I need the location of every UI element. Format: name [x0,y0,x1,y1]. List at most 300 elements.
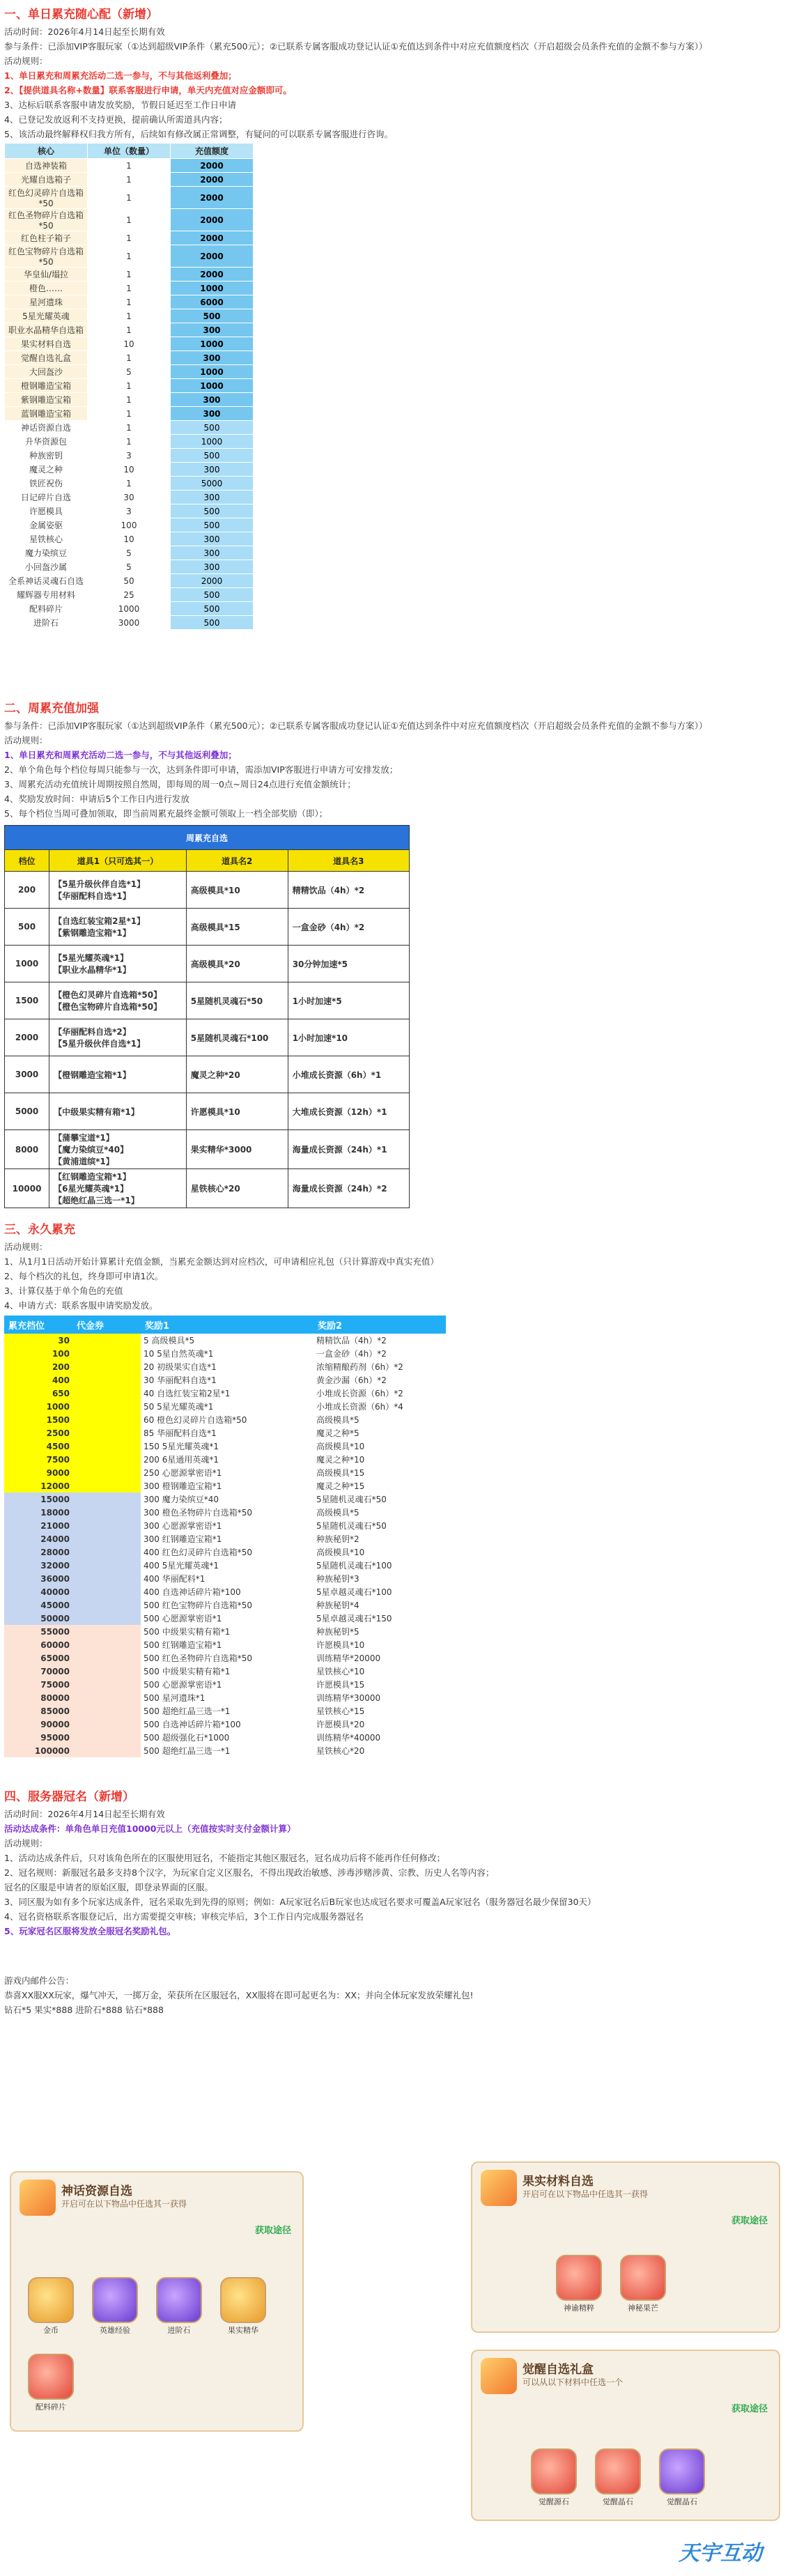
quantity-cell: 3000 [88,616,171,630]
item-name-cell: 红色柱子箱子 [5,231,88,245]
amount-cell: 500 [171,421,254,435]
table-row [5,616,254,630]
tier-cell: 85000 [4,1704,72,1718]
tier-cell: 10000 [5,1169,49,1208]
reward2-cell: 训练精华*40000 [316,1733,381,1743]
table-header: 累充档位 [4,1316,72,1334]
gem-icon [595,2448,641,2494]
amount-cell: 500 [171,449,254,463]
item-awaken-crystal[interactable]: 觉醒晶石 [595,2448,641,2507]
reward3-cell: 海量成长资源（24h）*2 [288,1169,409,1208]
table-row [5,245,254,268]
reward1-cell: 200 6星通用英魂*1 [144,1455,219,1465]
s1-line: 3、达标后联系客服申请发放奖励，节假日延迟至工作日申请 [4,100,236,110]
table-row [4,1479,446,1493]
reward1-cell: 【橙钢雕造宝箱*1】 [49,1056,187,1093]
tier-cell: 18000 [4,1506,72,1519]
tier-cell: 2000 [5,1019,49,1056]
voucher-cell [72,1519,141,1532]
flower-icon [556,2255,602,2301]
item-name-cell: 红色圣物碎片自选箱*50 [5,209,88,231]
table-row [5,1093,410,1130]
item-name-cell: 职业水晶精华自选箱 [5,323,88,337]
table-row [5,574,254,588]
s1-line: 1、单日累充和周累充活动二选一参与，不与其他返利叠加； [4,70,237,81]
card-subtitle: 开启可在以下物品中任选其一获得 [61,2199,187,2209]
voucher-cell [72,1373,141,1387]
amount-cell: 500 [171,616,254,630]
table-row [4,1373,446,1387]
reward1-cell: 【自选红装宝箱2星*1】 【紫钢雕造宝箱*1】 [49,909,187,946]
item-name-cell: 魔灵之种 [5,463,88,477]
item-name-cell: 小回盔沙属 [5,560,88,574]
reward2-cell: 小堆成长资源（6h）*2 [316,1389,403,1398]
reward1-cell: 300 魔力染缤豆*40 [144,1495,219,1504]
reward2-cell: 高级模具*10 [316,1442,365,1451]
reward1-cell: 60 橙色幻灵碎片自选箱*50 [144,1415,247,1425]
item-name-cell: 魔力染缤豆 [5,546,88,560]
amount-cell: 2000 [171,209,254,231]
tier-cell: 45000 [4,1598,72,1612]
reward1-cell: 500 中级果实精有箱*1 [144,1627,231,1637]
reward2-cell: 魔灵之种*10 [316,1455,365,1465]
reward2-cell: 高级模具*5 [316,1508,359,1518]
reward3-cell: 30分钟加速*5 [288,946,409,982]
voucher-cell [72,1612,141,1625]
reward2-cell: 5星随机灵魂石*100 [316,1561,392,1571]
quantity-cell: 10 [88,337,171,351]
table-row [5,309,254,323]
reward1-cell: 300 橙色圣物碎片自选箱*50 [144,1508,252,1518]
amount-cell: 2000 [171,245,254,268]
table-row [5,209,254,231]
amount-cell: 1000 [171,337,254,351]
reward1-cell: 500 中级果实精有箱*1 [144,1667,231,1676]
voucher-cell [72,1360,141,1373]
quantity-cell: 1 [88,245,171,268]
amount-cell: 2000 [171,159,254,173]
voucher-cell [72,1440,141,1453]
s1-line: 4、已登记发放返利不支持更换，提前确认所需道具内容； [4,114,228,125]
s4-line: 2、冠名规则：新服冠名最多支持8个汉字，为玩家自定义区服名，不得出现政治敏感、涉毒涉赌涉黄、宗教、历史人名等内容； [4,1867,495,1878]
reward2-cell: 5星卓越灵魂石*150 [316,1614,392,1624]
item-awaken-crystal-2[interactable]: 觉醒晶石 [659,2448,705,2507]
section4-title: 四、服务器冠名（新增） [4,1790,134,1804]
table-row [5,560,254,574]
table-row [4,1625,446,1638]
amount-cell: 500 [171,309,254,323]
gem-icon [659,2448,705,2494]
table-row [4,1360,446,1373]
tier-cell: 400 [4,1373,72,1387]
amount-cell: 1000 [171,281,254,295]
weekly-table-title: 周累充自选 [5,826,410,850]
table-row [4,1334,446,1347]
tier-cell: 1000 [4,1400,72,1413]
tier-cell: 50000 [4,1612,72,1625]
item-name-cell: 大回盔沙 [5,365,88,379]
card-title: 觉醒自选礼盒 [522,2363,594,2377]
reward3-cell: 海量成长资源（24h）*1 [288,1130,409,1169]
table-row [4,1678,446,1691]
section1-title: 一、单日累充随心配（新增） [4,8,158,22]
quantity-cell: 50 [88,574,171,588]
table-row [4,1506,446,1519]
quantity-cell: 30 [88,491,171,504]
table-row [5,518,254,532]
table-row [5,1056,410,1093]
reward2-cell: 许愿模具*10 [186,1093,288,1130]
item-awaken-source[interactable]: 觉醒源石 [531,2448,577,2507]
reward1-cell: 500 自选神话碎片箱*100 [144,1720,241,1729]
shard-icon [28,2354,74,2400]
table-row [5,491,254,504]
tier-cell: 5000 [5,1093,49,1130]
table-row [4,1493,446,1506]
reward2-cell: 5星随机灵魂石*50 [316,1521,387,1531]
s4-line: 冠名的区服是申请者的原始区服，即登录界面的区服。 [4,1882,214,1892]
amount-cell: 300 [171,323,254,337]
table-header: 奖励1 [141,1316,313,1334]
reward1-cell: 400 自选神话碎片箱*100 [144,1587,241,1597]
quantity-cell: 1 [88,295,171,309]
table-row [5,1169,410,1208]
s3-line: 4、申请方式：联系客服申请奖励发放。 [4,1300,158,1311]
reward2-cell: 黄金沙漏（6h）*2 [316,1375,387,1385]
table-row [4,1519,446,1532]
tier-cell: 55000 [4,1625,72,1638]
table-row [5,477,254,491]
tier-cell: 80000 [4,1691,72,1704]
table-row [5,909,410,946]
amount-cell: 300 [171,351,254,365]
reward3-cell: 精精饮品（4h）*2 [288,872,409,909]
quantity-cell: 1 [88,187,171,209]
quantity-cell: 1 [88,407,171,421]
voucher-cell [72,1678,141,1691]
voucher-cell [72,1559,141,1572]
table-header: 代金券 [72,1316,141,1334]
voucher-cell [72,1744,141,1757]
item-name-cell: 蓝钢雕造宝箱 [5,407,88,421]
section3-rules [4,1240,786,1313]
table-header: 核心 [5,144,88,159]
quantity-cell: 1 [88,477,171,491]
table-row [4,1704,446,1718]
reward1-cell: 400 5星光耀英魂*1 [144,1561,219,1571]
quantity-cell: 1 [88,231,171,245]
item-name-cell: 自选神装箱 [5,159,88,173]
quantity-cell: 100 [88,518,171,532]
table-row [4,1691,446,1704]
item-name-cell: 光耀自选箱子 [5,173,88,187]
weekly-table [4,825,410,1208]
reward3-cell: 一盒金砂（4h）*2 [288,909,409,946]
table-header: 单位（数量） [88,144,171,159]
s1-line: 活动规则： [4,56,48,66]
quantity-cell: 1 [88,173,171,187]
table-row [4,1651,446,1665]
reward2-cell: 高级模具*10 [316,1548,365,1557]
voucher-cell [72,1718,141,1731]
reward1-cell: 【橙色幻灵碎片自选箱*50】 【橙色宝物碎片自选箱*50】 [49,982,187,1019]
voucher-cell [72,1572,141,1585]
fruit-icon [620,2255,666,2301]
tier-cell: 75000 [4,1678,72,1691]
table-row [5,1019,410,1056]
table-row [4,1453,446,1466]
table-row [5,504,254,518]
reward2-cell: 种族秘钥*4 [316,1601,359,1610]
reward1-cell: 400 红色幻灵碎片自选箱*50 [144,1548,252,1557]
table-row [4,1347,446,1360]
quantity-cell: 1 [88,209,171,231]
reward1-cell: 【5星光耀英魂*1】 【职业水晶精华*1】 [49,946,187,982]
table-row [5,449,254,463]
table-row [4,1413,446,1426]
quantity-cell: 5 [88,560,171,574]
item-name-cell: 橙钢雕造宝箱 [5,379,88,393]
reward1-cell: 300 橙钢雕造宝箱*1 [144,1481,222,1491]
table-row [4,1744,446,1757]
reward3-cell: 大堆成长资源（12h）*1 [288,1093,409,1130]
voucher-cell [72,1334,141,1347]
voucher-cell [72,1731,141,1744]
item-name-cell: 5星光耀英魂 [5,309,88,323]
table-row [4,1559,446,1572]
reward2-cell: 高级模具*10 [186,872,288,909]
item-name-cell: 神话资源自选 [5,421,88,435]
s4-line: 5、玩家冠名区服将发放全服冠名奖励礼包。 [4,1926,176,1936]
section2-title: 二、周累充值加强 [4,702,99,716]
s2-line: 1、单日累充和周累充活动二选一参与，不与其他返利叠加； [4,750,237,760]
voucher-cell [72,1691,141,1704]
table-row [5,407,254,421]
table-row [5,159,254,173]
item-name-cell: 红色幻灵碎片自选箱*50 [5,187,88,209]
s3-line: 活动规则： [4,1242,48,1252]
reward2-cell: 高级模具*5 [316,1415,359,1425]
s4-line: 4、冠名资格联系客服登记后，出方需要提交审核；审核完毕后，3个工作日内完成服务器冠名 [4,1911,364,1922]
reward1-cell: 【蒲攀宝道*1】 【魔力染缤豆*40】 【黄浦道缤*1】 [49,1130,187,1169]
tier-cell: 1000 [5,946,49,982]
item-divine-essence[interactable]: 神谕精粹 [556,2255,602,2313]
potion-icon [92,2277,138,2323]
reward2-cell: 5星随机灵魂石*100 [186,1019,288,1056]
reward2-cell: 浓缩精酿药剂（6h）*2 [316,1362,403,1372]
reward1-cell: 【红钢雕造宝箱*1】 【6星光耀英魂*1】 【超绝红晶三选一*1】 [49,1169,187,1208]
mail-line-1: 恭喜XX服XX玩家，爆气冲天，一掷万金，荣获所在区服冠名，XX服将在即可起更名为：XX；并向全体玩家发放荣耀礼包! [4,1990,474,2000]
item-name-cell: 橙色…… [5,281,88,295]
reward3-cell: 1小时加速*5 [288,982,409,1019]
voucher-cell [72,1479,141,1493]
item-mystic-fruit[interactable]: 神秘果芒 [620,2255,666,2313]
voucher-cell [72,1665,141,1678]
tier-cell: 500 [5,909,49,946]
amount-cell: 300 [171,463,254,477]
voucher-cell [72,1545,141,1559]
item-name-cell: 觉醒自选礼盒 [5,351,88,365]
tier-cell: 100000 [4,1744,72,1757]
quantity-cell: 1 [88,379,171,393]
item-fruit-essence[interactable]: 果实精华 [220,2277,266,2336]
amount-cell: 1000 [171,435,254,449]
stone-icon [156,2277,202,2323]
table-row [4,1545,446,1559]
s2-line: 2、单个角色每个档位每周只能参与一次，达到条件即可申请，需添加VIP客服进行申请方可安排发放； [4,764,398,775]
card-awaken-box [471,2350,780,2521]
table-row [4,1598,446,1612]
amount-cell: 1000 [171,365,254,379]
reward1-cell: 500 红色圣物碎片自选箱*50 [144,1653,252,1663]
quantity-cell: 1 [88,309,171,323]
voucher-cell [72,1453,141,1466]
table-row [5,982,410,1019]
reward2-cell: 高级模具*15 [316,1468,365,1478]
reward2-cell: 5星随机灵魂石*50 [186,982,288,1019]
tier-cell: 40000 [4,1585,72,1598]
table-row [5,393,254,407]
tier-cell: 3000 [5,1056,49,1093]
reward1-cell: 【中级果实精有箱*1】 [49,1093,187,1130]
tier-cell: 200 [5,872,49,909]
quantity-cell: 1 [88,159,171,173]
card-gift-icon [481,2170,517,2206]
reward1-cell: 【华丽配料自选*2】 【5星升级伙伴自选*1】 [49,1019,187,1056]
tier-cell: 70000 [4,1665,72,1678]
reward2-cell: 许愿模具*15 [316,1680,365,1690]
voucher-cell [72,1426,141,1440]
item-name-cell: 铁匠祝伤 [5,477,88,491]
item-ingredient-shard[interactable]: 配料碎片 [28,2354,74,2412]
table-row [4,1572,446,1585]
voucher-cell [72,1651,141,1665]
tier-cell: 24000 [4,1532,72,1545]
reward1-cell: 500 心愿源掌密语*1 [144,1680,222,1690]
s3-line: 2、每个档次的礼包，终身即可申请1次。 [4,1271,164,1281]
table-row [4,1426,446,1440]
reward1-cell: 50 5星光耀英魂*1 [144,1402,214,1412]
obtain-link[interactable]: 获取途径 [731,2216,768,2226]
reward1-cell: 250 心愿源掌密语*1 [144,1468,222,1478]
table-row [5,231,254,245]
item-name-cell: 红色宝物碎片自选箱*50 [5,245,88,268]
reward2-cell: 许愿模具*10 [316,1640,365,1650]
table-row [5,872,410,909]
amount-cell: 300 [171,407,254,421]
amount-cell: 300 [171,393,254,407]
reward1-cell: 300 红钢雕造宝箱*1 [144,1534,222,1544]
amount-cell: 500 [171,588,254,602]
voucher-cell [72,1400,141,1413]
reward2-cell: 种族秘钥*2 [316,1534,359,1544]
gem-icon [531,2448,577,2494]
s4-line: 活动时间：2026年4月14日起至长期有效 [4,1809,165,1819]
card-title: 果实材料自选 [522,2175,594,2189]
table-row [5,187,254,209]
quantity-cell: 10 [88,463,171,477]
tier-cell: 60000 [4,1638,72,1651]
reward2-cell: 种族秘钥*3 [316,1574,359,1584]
amount-cell: 2000 [171,268,254,281]
table-row [4,1731,446,1744]
tier-cell: 100 [4,1347,72,1360]
table-row [5,365,254,379]
item-name-cell: 日记碎片自选 [5,491,88,504]
voucher-cell [72,1413,141,1426]
tier-cell: 7500 [4,1453,72,1466]
section1-rules [4,24,786,141]
table-row [4,1532,446,1545]
item-name-cell: 许愿模具 [5,504,88,518]
quantity-cell: 1 [88,421,171,435]
obtain-link[interactable]: 获取途径 [731,2404,768,2414]
s2-line: 活动规则： [4,735,48,746]
tier-cell: 12000 [4,1479,72,1493]
amount-cell: 300 [171,546,254,560]
card-myth-resource [10,2171,304,2432]
reward1-cell: 400 华丽配料*1 [144,1574,206,1584]
table-row [5,337,254,351]
item-hero-exp[interactable]: 英雄经验 [92,2277,138,2336]
tier-cell: 15000 [4,1493,72,1506]
reward1-cell: 500 红钢雕造宝箱*1 [144,1640,222,1650]
s1-line: 5、该活动最终解释权归我方所有，后续如有修改属正常调整，有疑问的可以联系专属客服进行咨询。 [4,129,393,139]
amount-cell: 2000 [171,231,254,245]
reward2-cell: 魔灵之种*20 [186,1056,288,1093]
item-advance-stone[interactable]: 进阶石 [156,2277,202,2336]
tier-cell: 9000 [4,1466,72,1479]
table-row [4,1585,446,1598]
s2-line: 3、周累充活动充值统计周期按照自然周，即每周的周一0点~周日24点进行充值金额统计； [4,779,356,789]
reward1-cell: 10 5星自然英魂*1 [144,1349,214,1359]
quantity-cell: 1 [88,323,171,337]
s1-line: 2、【提供道具名称+数量】联系客服进行申请，单天内充值对应金额即可。 [4,85,292,95]
quantity-cell: 1000 [88,602,171,616]
tier-cell: 4500 [4,1440,72,1453]
reward2-cell: 训练精华*30000 [316,1693,381,1703]
voucher-cell [72,1638,141,1651]
table-header: 道具1（只可选其一） [49,850,187,872]
table-row [5,173,254,187]
item-gold[interactable]: 金币 [28,2277,74,2336]
card-title: 神话资源自选 [61,2184,132,2198]
reward1-cell: 500 红色宝物碎片自选箱*50 [144,1601,252,1610]
voucher-cell [72,1598,141,1612]
table-row [5,546,254,560]
item-name-cell: 配料碎片 [5,602,88,616]
amount-cell: 500 [171,518,254,532]
item-name-cell: 种族密钥 [5,449,88,463]
reward1-cell: 500 心愿源掌密语*1 [144,1614,222,1624]
quantity-cell: 25 [88,588,171,602]
s1-line: 参与条件：已添加VIP客服玩家（①达到超级VIP条件（累充500元）；②已联系专属客服成功登记认证①充值达到条件中对应充值额度档次（开启超级会员条件充值的金额不参与方案）） [4,41,708,52]
reward1-cell: 300 心愿源掌密语*1 [144,1521,222,1531]
obtain-link[interactable]: 获取途径 [254,2226,291,2236]
mail-line-2: 钻石*5 果实*888 进阶石*888 钻石*888 [4,2005,164,2015]
table-row [5,295,254,309]
reward2-cell: 果实精华*3000 [186,1130,288,1169]
s3-line: 3、计算仅基于单个角色的充值 [4,1286,123,1296]
table-row [5,268,254,281]
item-name-cell: 华皇仙/塌拉 [5,268,88,281]
tier-cell: 1500 [5,982,49,1019]
item-name-cell: 果实材料自选 [5,337,88,351]
s4-line: 3、同区服为如有多个玩家达成条件，冠名采取先到先得的原则；例如：A玩家冠名后B玩家也达成冠名要求可覆盖A玩家冠名（服务器冠名最少保留30天） [4,1897,596,1907]
card-chest-icon [481,2358,517,2394]
table-row [5,421,254,435]
quantity-cell: 1 [88,281,171,295]
